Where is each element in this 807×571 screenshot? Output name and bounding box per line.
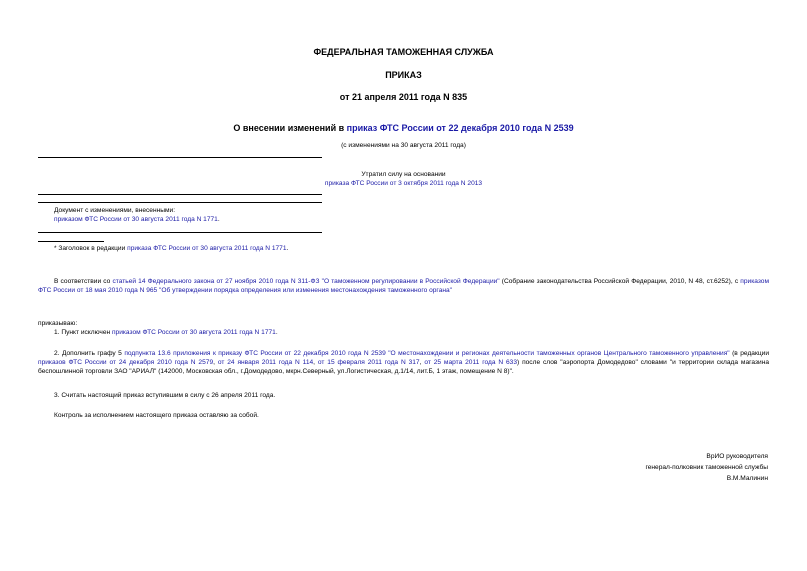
changes-note: (с изменениями на 30 августа 2011 года) xyxy=(341,142,466,149)
item-3: 3. Считать настоящий приказ вступившим в силу с 26 апреля 2011 года. xyxy=(54,392,276,399)
preamble-paragraph: В соответствии со статьей 14 Федерального закона от 27 ноября 2010 года N 311-ФЗ "О таможенном регулировании в Российской Федерации" (Собрание законодательства Российской Федерации, 2010, N 48, ст.6252), с приказом ФТС России от 18 мая 2010 года N 965 "Об утверждении порядка определения или изменения местонахождения таможенного органа" xyxy=(38,278,769,294)
amended-doc-label: Документ с изменениями, внесенными: xyxy=(54,207,176,214)
order-word: приказываю: xyxy=(38,320,78,327)
signature-role: ВрИО руководителя xyxy=(706,453,768,460)
divider xyxy=(38,202,322,203)
item-2-link-317[interactable]: от 15 февраля 2011 года N 317 xyxy=(317,359,420,366)
item-2-link-subclause[interactable]: подпункта 13.6 приложения к приказу ФТС России от 22 декабря 2010 года N 2539 "О местонахождении и регионах деятельности таможенных органов Центрального таможенного управления" xyxy=(124,350,730,357)
control-statement: Контроль за исполнением настоящего приказа оставляю за собой. xyxy=(54,412,259,419)
item-2-link-633[interactable]: от 25 марта 2011 года N 633 xyxy=(424,359,517,366)
item-1-link[interactable]: приказом ФТС России от 30 августа 2011 года N 1771 xyxy=(111,329,276,336)
signature-rank: генерал-полковник таможенной службы xyxy=(645,464,768,471)
document-date-number: от 21 апреля 2011 года N 835 xyxy=(339,92,468,102)
title-link[interactable]: приказ ФТС России от 22 декабря 2010 года N 2539 xyxy=(346,123,574,133)
document-title xyxy=(0,123,807,133)
divider xyxy=(38,232,322,233)
void-note-link[interactable]: приказа ФТС России от 3 октября 2011 года N 2013 xyxy=(324,180,483,187)
item-1: 1. Пункт исключен приказом ФТС России от 30 августа 2011 года N 1771. xyxy=(54,329,278,336)
amended-doc-line: приказом ФТС России от 30 августа 2011 года N 1771. xyxy=(54,216,220,223)
agency-name: ФЕДЕРАЛЬНАЯ ТАМОЖЕННАЯ СЛУЖБА xyxy=(313,47,494,57)
item-2: 2. Дополнить графу 5 подпункта 13.6 приложения к приказу ФТС России от 22 декабря 2010 года N 2539 "О местонахождении и регионах деятельности таможенных органов Центрального таможенного управления" (в редакции приказов ФТС России от 24 декабря 2010 года N 2579, от 24 января 2011 года N 114, от 15 февраля 2011 года N 317, от 25 марта 2011 года N 633) после слов "аэропорта Домодедово" словами "и территории склада магазина беспошлинной торговли ЗАО "АРИАЛ" (142000, Московская обл., г.Домодедово, мкрн.Северный, ул.Логистическая, д.1/14, лит.Б, 1 этаж, помещение N 8)". xyxy=(38,350,769,375)
item-2-link-114[interactable]: от 24 января 2011 года N 114 xyxy=(217,359,314,366)
preamble-order-link[interactable]: приказом ФТС России от 18 мая 2010 года N 965 "Об утверждении порядка определения или изменения местонахождения таможенного органа" xyxy=(38,278,769,294)
document-type: ПРИКАЗ xyxy=(385,70,422,80)
amended-doc-link[interactable]: приказом ФТС России от 30 августа 2011 года N 1771 xyxy=(54,216,218,223)
footnote-divider xyxy=(38,241,104,242)
footnote-link[interactable]: приказа ФТС России от 30 августа 2011 года N 1771 xyxy=(127,245,287,252)
signature-name: В.М.Малинин xyxy=(726,475,768,482)
divider xyxy=(38,194,322,195)
void-note: Утратил силу на основании xyxy=(361,171,446,178)
item-2-link-2579[interactable]: приказов ФТС России от 24 декабря 2010 года N 2579 xyxy=(38,359,214,366)
title-prefix: О внесении изменений в xyxy=(233,123,347,133)
divider xyxy=(38,157,322,158)
preamble-law-link[interactable]: статьей 14 Федерального закона от 27 ноября 2010 года N 311-ФЗ "О таможенном регулировании в Российской Федерации" xyxy=(112,278,500,285)
footnote: * Заголовок в редакции приказа ФТС России от 30 августа 2011 года N 1771. xyxy=(54,245,289,252)
